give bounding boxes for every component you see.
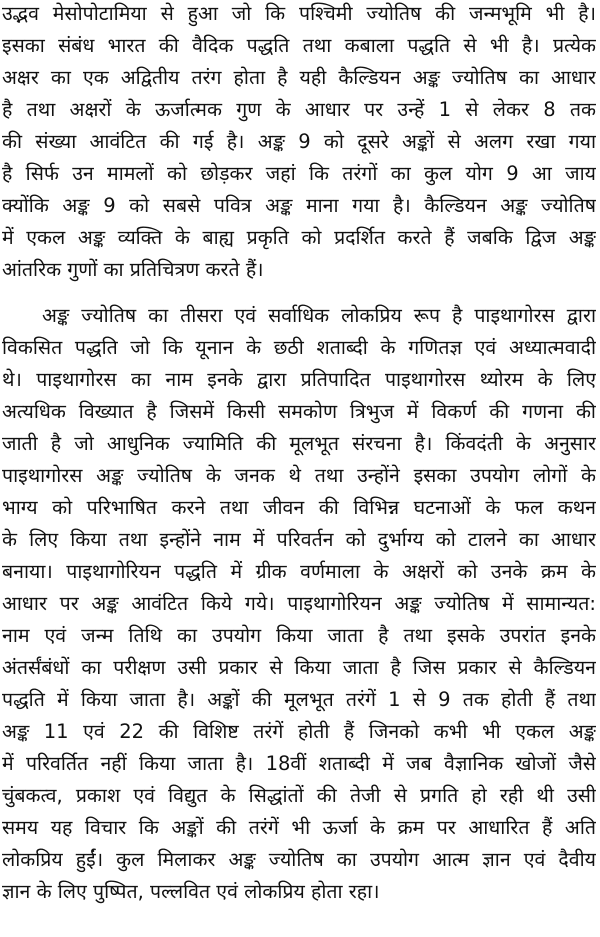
text-line: में एकल अङ्क व्यक्ति के बाह्य प्रकृति को प्रदर्शित करते हैं जबकि द्विज अङ्क xyxy=(2,226,596,249)
text-line: आधार पर अङ्क आवंटित किये गये। पाइथागोरियन अङ्क ज्योतिष में सामान्यत: xyxy=(2,592,596,615)
text-line: इसका संबंध भारत की वैदिक पद्धति तथा कबाला पद्धति से भी है। प्रत्येक xyxy=(2,34,596,57)
text-line: थे। पाइथागोरस का नाम इनके द्वारा प्रतिपादित पाइथागोरस थ्योरम के लिए xyxy=(2,368,596,391)
text-line: बनाया। पाइथागोरियन पद्धति में ग्रीक वर्णमाला के अक्षरों को उनके क्रम के xyxy=(2,560,596,583)
text-line: चुंबकत्व, प्रकाश एवं विद्युत के सिद्धांतों की तेजी से प्रगति हो रही थी उसी xyxy=(2,784,596,807)
text-line: है सिर्फ उन मामलों को छोड़कर जहां कि तरंगों का कुल योग 9 आ जाय xyxy=(2,162,596,185)
text-line: पद्धति में किया जाता है। अङ्कों की मूलभूत तरंगें 1 से 9 तक होती हैं तथा xyxy=(2,688,596,711)
text-line: क्योंकि अङ्क 9 को सबसे पवित्र अङ्क माना गया है। कैल्डियन अङ्क ज्योतिष xyxy=(2,194,596,217)
text-line: जाती है जो आधुनिक ज्यामिति की मूलभूत संरचना है। किंवदंती के अनुसार xyxy=(2,432,596,455)
text-line: विकसित पद्धति जो कि यूनान के छठी शताब्दी के गणितज्ञ एवं अध्यात्मवादी xyxy=(2,336,596,359)
text-line: पाइथागोरस अङ्क ज्योतिष के जनक थे तथा उन्होंने इसका उपयोग लोगों के xyxy=(2,464,596,487)
paragraph-1 xyxy=(2,0,596,286)
text-line: नाम एवं जन्म तिथि का उपयोग किया जाता है तथा इसके उपरांत इनके xyxy=(2,624,596,647)
text-line: अङ्क ज्योतिष का तीसरा एवं सर्वाधिक लोकप्रिय रूप है पाइथागोरस द्वारा xyxy=(42,304,596,327)
text-line: समय यह विचार कि अङ्कों की तरंगें भी ऊर्जा के क्रम पर आधारित हैं अति xyxy=(2,816,596,839)
text-line: भाग्य को परिभाषित करने तथा जीवन की विभिन्न घटनाओं के फल कथन xyxy=(2,496,596,519)
text-line: में परिवर्तित नहीं किया जाता है। 18वीं शताब्दी में जब वैज्ञानिक खोजों जैसे xyxy=(2,752,596,775)
text-line: आंतरिक गुणों का प्रतिचित्रण करते हैं। xyxy=(2,258,264,281)
text-line: अङ्क 11 एवं 22 की विशिष्ट तरंगें होती हैं जिनको कभी भी एकल अङ्क xyxy=(2,720,596,743)
text-line: के लिए किया तथा इन्होंने नाम में परिवर्तन को दुर्भाग्य को टालने का आधार xyxy=(2,528,596,551)
text-line: अक्षर का एक अद्वितीय तरंग होता है यही कैल्डियन अङ्क ज्योतिष का आधार xyxy=(2,66,596,89)
text-line: ज्ञान के लिए पुष्पित, पल्लवित एवं लोकप्रिय होता रहा। xyxy=(2,880,380,903)
paragraph-2 xyxy=(2,300,596,908)
text-line: अत्यधिक विख्यात है जिसमें किसी समकोण त्रिभुज में विकर्ण की गणना की xyxy=(2,400,596,423)
text-line: है तथा अक्षरों के ऊर्जात्मक गुण के आधार पर उन्हें 1 से लेकर 8 तक xyxy=(2,98,596,121)
text-line: लोकप्रिय हुईं। कुल मिलाकर अङ्क ज्योतिष का उपयोग आत्म ज्ञान एवं दैवीय xyxy=(2,848,596,871)
text-line: अंतर्संबंधों का परीक्षण उसी प्रकार से किया जाता है जिस प्रकार से कैल्डियन xyxy=(2,656,596,679)
document-page xyxy=(2,0,596,908)
text-line: की संख्या आवंटित की गई है। अङ्क 9 को दूसरे अङ्कों से अलग रखा गया xyxy=(2,130,596,153)
text-line: उद्भव मेसोपोटामिया से हुआ जो कि पश्चिमी ज्योतिष की जन्मभूमि भी है। xyxy=(2,2,596,25)
